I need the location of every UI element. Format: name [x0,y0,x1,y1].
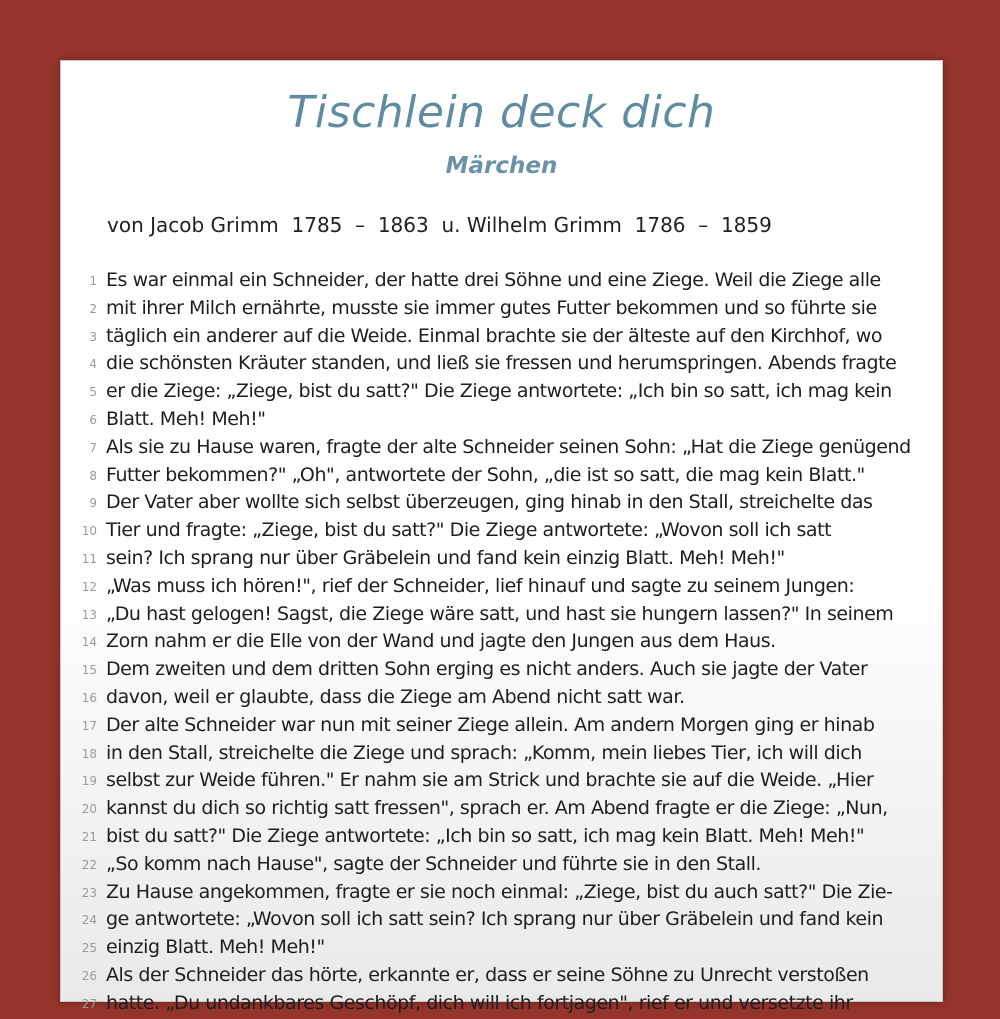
text-line [61,406,942,434]
line-number: 3 [89,329,97,344]
line-text: Der Vater aber wollte sich selbst überzeugen, ging hinab in den Stall, streichelte das [106,491,873,514]
text-line [61,295,942,323]
line-number: 26 [81,968,97,983]
text-line [61,350,942,378]
line-number: 25 [81,941,97,956]
text-body [61,267,942,1018]
line-text: bist du satt?" Die Ziege antwortete: „Ich bin so satt, ich mag kein Blatt. Meh! Meh!" [106,824,865,847]
line-number: 5 [89,385,97,400]
text-line [61,545,942,573]
line-number: 2 [89,301,97,316]
line-text: sein? Ich sprang nur über Gräbelein und fand kein einzig Blatt. Meh! Meh!" [106,546,785,569]
text-line [61,378,942,406]
line-number: 27 [81,996,97,1011]
line-text: selbst zur Weide führen." Er nahm sie am Strick und brachte sie auf die Weide. „Hier [106,769,874,792]
line-text: Blatt. Meh! Meh!" [106,407,266,430]
text-line [61,517,942,545]
text-line [61,879,942,907]
line-text: mit ihrer Milch ernährte, musste sie immer gutes Futter bekommen und so führte sie [106,296,877,319]
line-text: kannst du dich so richtig satt fressen", sprach er. Am Abend fragte er die Ziege: „Nun, [106,797,888,820]
document-page [60,60,943,1014]
line-number: 19 [81,774,97,789]
line-text: die schönsten Kräuter standen, und ließ sie fressen und herumspringen. Abends fragte [106,352,897,375]
line-number: 20 [81,802,97,817]
text-line [61,823,942,851]
line-number: 4 [89,357,97,372]
text-line [61,628,942,656]
line-text: Zorn nahm er die Elle von der Wand und jagte den Jungen aus dem Haus. [106,630,776,653]
text-line [61,740,942,768]
line-number: 14 [81,635,97,650]
text-line [61,573,942,601]
line-text: Dem zweiten und dem dritten Sohn erging es nicht anders. Auch sie jagte der Vater [106,658,868,681]
line-text: Als der Schneider das hörte, erkannte er, dass er seine Söhne zu Unrecht verstoßen [106,963,869,986]
line-number: 18 [81,746,97,761]
document-title: Tischlein deck dich [287,87,716,138]
line-text: Tier und fragte: „Ziege, bist du satt?" Die Ziege antwortete: „Wovon soll ich satt [106,519,832,542]
text-line [61,267,942,295]
line-number: 13 [81,607,97,622]
line-text: einzig Blatt. Meh! Meh!" [106,936,325,959]
line-text: ge antwortete: „Wovon soll ich satt sein? Ich sprang nur über Gräbelein und fand kein [106,908,884,931]
text-line [61,795,942,823]
line-number: 6 [89,412,97,427]
text-line [61,767,942,795]
line-text: täglich ein anderer auf die Weide. Einmal brachte sie der älteste auf den Kirchhof, wo [106,324,882,347]
line-text: hatte. „Du undankbares Geschöpf, dich will ich fortjagen", rief er und versetzte ihr [106,991,853,1014]
text-line [61,684,942,712]
line-number: 8 [89,468,97,483]
text-line [61,851,942,879]
line-number: 23 [81,885,97,900]
line-number: 17 [81,718,97,733]
text-line [61,434,942,462]
line-text: davon, weil er glaubte, dass die Ziege am Abend nicht satt war. [106,685,685,708]
line-text: Als sie zu Hause waren, fragte der alte Schneider seinen Sohn: „Hat die Ziege genügend [106,435,911,458]
line-text: „So komm nach Hause", sagte der Schneider und führte sie in den Stall. [106,852,762,875]
line-text: Der alte Schneider war nun mit seiner Ziege allein. Am andern Morgen ging er hinab [106,713,875,736]
line-number: 22 [81,857,97,872]
line-text: Futter bekommen?" „Oh", antwortete der Sohn, „die ist so satt, die mag kein Blatt." [106,463,865,486]
text-line [61,712,942,740]
line-number: 10 [81,524,97,539]
line-number: 24 [81,913,97,928]
line-text: er die Ziege: „Ziege, bist du satt?" Die Ziege antwortete: „Ich bin so satt, ich mag kein [106,380,892,403]
line-text: in den Stall, streichelte die Ziege und sprach: „Komm, mein liebes Tier, ich will dich [106,741,862,764]
text-line [61,906,942,934]
line-number: 16 [81,690,97,705]
line-number: 21 [81,829,97,844]
line-text: „Du hast gelogen! Sagst, die Ziege wäre satt, und hast sie hungern lassen?" In seinem [106,602,894,625]
line-number: 9 [89,496,97,511]
text-line [61,934,942,962]
line-number: 11 [81,551,97,566]
text-line [61,489,942,517]
document-subtitle: Märchen [445,153,558,179]
text-line [61,323,942,351]
text-line [61,962,942,990]
line-text: Es war einmal ein Schneider, der hatte drei Söhne und eine Ziege. Weil die Ziege alle [106,269,881,291]
line-number: 12 [81,579,97,594]
text-line [61,656,942,684]
line-text: Zu Hause angekommen, fragte er sie noch einmal: „Ziege, bist du auch satt?" Die Zie- [106,880,893,903]
line-number: 15 [81,663,97,678]
line-number: 7 [89,440,97,455]
text-line [61,990,942,1018]
line-number: 1 [89,274,97,288]
text-line [61,601,942,629]
line-text: „Was muss ich hören!", rief der Schneider, lief hinauf und sagte zu seinem Jungen: [106,574,855,597]
authors-line: von Jacob Grimm 1785 – 1863 u. Wilhelm Grimm 1786 – 1859 [107,213,772,237]
text-line [61,462,942,490]
